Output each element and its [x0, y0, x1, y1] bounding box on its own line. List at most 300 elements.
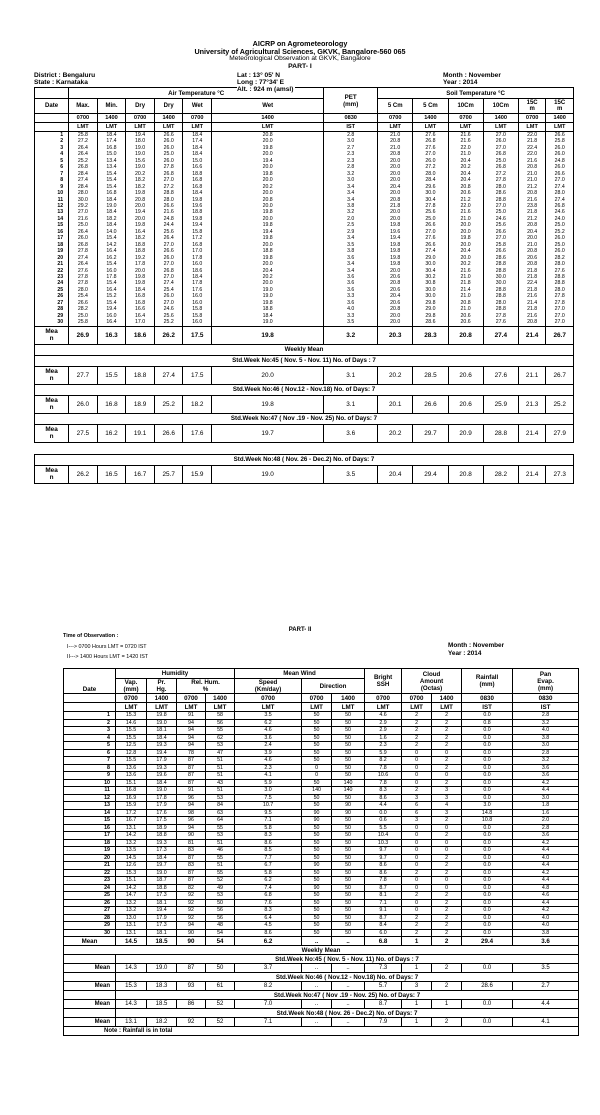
value-cell: 50	[332, 824, 365, 832]
weekly-value: 1	[402, 964, 432, 973]
table-row	[64, 742, 579, 750]
value-cell: 19.8	[126, 190, 155, 196]
value-cell: 20.0	[448, 242, 483, 248]
value-cell: 2	[402, 869, 432, 877]
table-row	[64, 764, 579, 772]
value-cell: 43	[206, 779, 235, 787]
value-cell: 54	[206, 929, 235, 937]
value-cell: 50	[302, 794, 332, 802]
month-label: Month : November	[443, 72, 501, 79]
value-cell: 27.0	[413, 229, 448, 235]
value-cell: 9.7	[365, 854, 402, 862]
value-cell: 2.8	[513, 824, 579, 832]
value-cell: 7.5	[235, 794, 302, 802]
date-cell: 5	[35, 158, 69, 164]
weekly-value: 3.5	[513, 964, 579, 973]
value-cell: 92	[177, 899, 206, 907]
value-cell: 0.0	[462, 742, 513, 750]
value-cell: 2	[402, 734, 432, 742]
mean-value: 18.5	[147, 937, 177, 946]
date-cell: 20	[35, 255, 69, 261]
weekly-value: 27.9	[546, 424, 574, 442]
week-label: Std.Week No:45 ( Nov. 5 - Nov. 11) No. of Days : 7	[35, 355, 574, 366]
weekly-value: 7.1	[235, 1018, 302, 1027]
value-cell: 14.5	[116, 854, 147, 862]
value-cell: 24.0	[546, 216, 574, 222]
time-header: 0700	[126, 114, 155, 123]
weekly-value: 19.0	[212, 465, 324, 483]
table-row	[64, 899, 579, 907]
date-cell: 2	[64, 719, 116, 727]
table-row	[64, 929, 579, 937]
value-cell: 22.0	[518, 151, 545, 157]
date-cell: 21	[35, 261, 69, 267]
value-cell: 6.2	[235, 877, 302, 885]
value-cell: 25.0	[413, 216, 448, 222]
value-cell: 0.0	[462, 794, 513, 802]
value-cell: 94	[177, 922, 206, 930]
value-cell: 14.2	[116, 884, 147, 892]
weekly-value: 52	[206, 1018, 235, 1027]
value-cell: 13.2	[116, 899, 147, 907]
value-cell: 14.2	[116, 832, 147, 840]
value-cell: 25.6	[413, 209, 448, 215]
date-cell: 28	[64, 914, 116, 922]
value-cell: 16.8	[97, 145, 126, 151]
value-cell: 18.8	[126, 242, 155, 248]
zone-header: LMT	[378, 123, 413, 132]
mean-label: Mea n	[35, 326, 69, 344]
observation-time-title: Time of Observation :	[63, 633, 119, 639]
value-cell: 94	[177, 719, 206, 727]
value-cell: 20.0	[212, 216, 324, 222]
value-cell: 21.0	[378, 132, 413, 139]
value-cell: 13.2	[116, 907, 147, 915]
value-cell: 18.4	[147, 854, 177, 862]
value-cell: 50	[302, 839, 332, 847]
weekly-mean-row	[35, 465, 574, 483]
mean-value: 26.2	[154, 326, 183, 344]
value-cell: 21.4	[448, 287, 483, 293]
value-cell: 50	[302, 929, 332, 937]
value-cell: 0	[402, 832, 432, 840]
value-cell: 27.4	[546, 184, 574, 190]
weekly-value: 28.2	[483, 465, 518, 483]
table-row	[64, 779, 579, 787]
value-cell: 19.4	[378, 235, 413, 241]
value-cell: 2.8	[324, 164, 378, 170]
value-cell: 9.7	[365, 847, 402, 855]
value-cell: 3.5	[235, 712, 302, 720]
weekly-value: 15.3	[116, 982, 147, 991]
zone-header: LMT	[448, 123, 483, 132]
value-cell: 26.6	[483, 229, 518, 235]
value-cell: 17.9	[147, 802, 177, 810]
value-cell: 90	[332, 809, 365, 817]
value-cell: 53	[206, 794, 235, 802]
value-cell: 19.8	[378, 242, 413, 248]
value-cell: 20.8	[378, 138, 413, 144]
value-cell: 19.3	[147, 742, 177, 750]
value-cell: 15.3	[116, 869, 147, 877]
weekly-value: 18.8	[126, 366, 155, 384]
value-cell: 27.8	[69, 274, 98, 280]
zone-header: LMT	[302, 703, 332, 712]
value-cell: 8.6	[365, 862, 402, 870]
value-cell: 26.8	[154, 171, 183, 177]
value-cell: 82	[177, 884, 206, 892]
value-cell: 18.4	[183, 132, 212, 139]
weekly-mean-row	[35, 424, 574, 442]
time-header: 0700	[235, 694, 302, 703]
value-cell: 20.0	[448, 229, 483, 235]
max-header: Max.	[69, 99, 98, 114]
time-header: 1400	[206, 694, 235, 703]
value-cell: 29.0	[413, 255, 448, 261]
value-cell: 26.8	[69, 164, 98, 170]
date-cell: 10	[35, 190, 69, 196]
value-cell: 21.6	[69, 216, 98, 222]
date-cell: 1	[64, 712, 116, 720]
value-cell: 3.3	[324, 313, 378, 319]
value-cell: 27.4	[413, 248, 448, 254]
value-cell: 27.4	[154, 280, 183, 286]
value-cell: 2	[432, 869, 462, 877]
speed-header: Speed (Km/day)	[235, 679, 302, 694]
value-cell: 19.8	[212, 145, 324, 151]
weekly-value: 3.6	[324, 424, 378, 442]
value-cell: 20.0	[212, 177, 324, 183]
value-cell: 18.2	[126, 184, 155, 190]
value-cell: 26.0	[154, 255, 183, 261]
weekly-value: 28.5	[413, 366, 448, 384]
value-cell: 50	[332, 727, 365, 735]
value-cell: 19.4	[183, 222, 212, 228]
weekly-value: 93	[177, 982, 206, 991]
mean-value: 1	[402, 937, 432, 946]
value-cell: 28.2	[69, 306, 98, 312]
value-cell: 1.8	[513, 802, 579, 810]
value-cell: 20.4	[378, 184, 413, 190]
value-cell: 28.8	[483, 261, 518, 267]
value-cell: 2	[432, 854, 462, 862]
value-cell: 16.0	[97, 313, 126, 319]
value-cell: 22.4	[518, 145, 545, 151]
value-cell: 19.0	[126, 151, 155, 157]
value-cell: 3.4	[324, 184, 378, 190]
value-cell: 6.7	[235, 862, 302, 870]
value-cell: 19.4	[147, 749, 177, 757]
value-cell: 26.0	[154, 138, 183, 144]
table-row	[64, 824, 579, 832]
time-header: 0700	[378, 114, 413, 123]
date-cell: 5	[64, 742, 116, 750]
weekly-value: ..	[332, 1018, 365, 1027]
date-cell: 4	[64, 734, 116, 742]
weekly-mean-row	[64, 982, 579, 991]
value-cell: 0	[402, 847, 432, 855]
value-cell: 14.6	[116, 719, 147, 727]
table-row	[64, 832, 579, 840]
value-cell: 0	[432, 824, 462, 832]
value-cell: 0	[302, 772, 332, 780]
value-cell: 0.0	[462, 854, 513, 862]
value-cell: 2	[402, 929, 432, 937]
value-cell: 27.0	[154, 177, 183, 183]
mean-value: ..	[332, 937, 365, 946]
value-cell: 8.2	[365, 757, 402, 765]
value-cell: 26.4	[69, 151, 98, 157]
value-cell: 3.0	[513, 742, 579, 750]
value-cell: 3.4	[324, 190, 378, 196]
value-cell: 28.0	[546, 287, 574, 293]
value-cell: 18.8	[183, 171, 212, 177]
value-cell: 47	[206, 749, 235, 757]
value-cell: 20.4	[448, 171, 483, 177]
weekly-value: 7.3	[365, 964, 402, 973]
table-row	[64, 794, 579, 802]
value-cell: 28.8	[483, 306, 518, 312]
air-temperature-group: Air Temperature °C	[69, 88, 324, 99]
value-cell: 28.8	[483, 293, 518, 299]
value-cell: 26.6	[154, 248, 183, 254]
zone-header: IST	[513, 703, 579, 712]
mean-wind-group: Mean Wind	[235, 669, 365, 679]
date-cell: 27	[64, 907, 116, 915]
value-cell: 3.6	[513, 832, 579, 840]
value-cell: 19.4	[212, 229, 324, 235]
zone-header: LMT	[413, 123, 448, 132]
weekly-value: ..	[302, 964, 332, 973]
table-row	[64, 787, 579, 795]
weekly-value: 50	[206, 964, 235, 973]
time-header: 1400	[413, 114, 448, 123]
value-cell: 17.6	[183, 287, 212, 293]
value-cell: 0.0	[365, 809, 402, 817]
weekly-value: 3.7	[235, 964, 302, 973]
value-cell: 50	[332, 929, 365, 937]
table-row	[64, 712, 579, 720]
date-cell: 12	[64, 794, 116, 802]
value-cell: 21.8	[518, 274, 545, 280]
value-cell: 16.6	[126, 306, 155, 312]
value-cell: 16.0	[97, 268, 126, 274]
value-cell: 15.0	[183, 158, 212, 164]
value-cell: 94	[177, 734, 206, 742]
value-cell: 0.0	[462, 749, 513, 757]
value-cell: 0	[432, 772, 462, 780]
week-label: Std.Week No:47 ( Nov .19 - Nov. 25) No. of Days: 7	[35, 413, 574, 424]
value-cell: 20.8	[518, 164, 545, 170]
value-cell: 50	[302, 892, 332, 900]
zone-header: LMT	[402, 703, 432, 712]
value-cell: 26.0	[154, 158, 183, 164]
value-cell: 50	[332, 839, 365, 847]
weekly-value: ..	[302, 1018, 332, 1027]
mean-row	[35, 326, 574, 344]
value-cell: 20.4	[212, 268, 324, 274]
value-cell: 13.5	[116, 847, 147, 855]
time-header: 0700	[183, 114, 212, 123]
weekly-value: 3.1	[324, 395, 378, 413]
value-cell: 22.0	[518, 132, 545, 139]
value-cell: 17.6	[147, 809, 177, 817]
value-cell: 26.6	[154, 132, 183, 139]
value-cell: 18.1	[147, 727, 177, 735]
mean-label: Mean	[64, 937, 116, 946]
value-cell: 94	[177, 824, 206, 832]
part2-table	[63, 668, 579, 1036]
weekly-value: 20.2	[378, 366, 413, 384]
weekly-value: 1	[432, 1000, 462, 1009]
weekly-value: 0.0	[462, 964, 513, 973]
value-cell: 20.8	[212, 132, 324, 139]
value-cell: 19.8	[183, 216, 212, 222]
value-cell: 17.3	[147, 922, 177, 930]
value-cell: 20.0	[378, 319, 413, 326]
value-cell: 18.4	[126, 287, 155, 293]
value-cell: 0.0	[462, 734, 513, 742]
value-cell: 21.6	[154, 209, 183, 215]
value-cell: 6.2	[235, 719, 302, 727]
value-cell: 50	[332, 764, 365, 772]
value-cell: 30.8	[413, 280, 448, 286]
value-cell: 26.8	[483, 151, 518, 157]
weekly-value: 19.7	[212, 424, 324, 442]
value-cell: 27.6	[546, 268, 574, 274]
value-cell: 25.6	[154, 313, 183, 319]
value-cell: 23.8	[518, 203, 545, 209]
latitude-label: Lat : 13° 05' N	[237, 72, 281, 79]
value-cell: 2	[402, 892, 432, 900]
value-cell: 20.8	[378, 280, 413, 286]
value-cell: 4.4	[513, 862, 579, 870]
value-cell: 6.0	[365, 929, 402, 937]
value-cell: 3.0	[462, 802, 513, 810]
date-cell: 26	[35, 293, 69, 299]
dry-header: Dry	[126, 99, 155, 114]
weekly-value: 7.0	[235, 1000, 302, 1009]
value-cell: 56	[206, 719, 235, 727]
soil-temperature-group: Soil Temperature °C	[378, 88, 574, 99]
date-cell: 11	[35, 197, 69, 203]
date-cell: 2	[35, 138, 69, 144]
mean-value: 26.9	[69, 326, 98, 344]
date-cell: 3	[35, 145, 69, 151]
value-cell: 17.5	[147, 817, 177, 825]
value-cell: 14.7	[116, 892, 147, 900]
longitude-label: Long : 77°34' E	[237, 79, 285, 86]
value-cell: 18.8	[147, 884, 177, 892]
date-cell: 9	[64, 772, 116, 780]
value-cell: 15.4	[97, 171, 126, 177]
date-cell: 8	[64, 764, 116, 772]
weekly-value: 29.7	[413, 424, 448, 442]
value-cell: 20.0	[378, 209, 413, 215]
value-cell: 14.0	[97, 229, 126, 235]
value-cell: 2	[432, 892, 462, 900]
weekly-value: 21.3	[518, 395, 545, 413]
time-header: 1400	[332, 694, 365, 703]
value-cell: 15.5	[116, 734, 147, 742]
value-cell: 19.6	[378, 229, 413, 235]
value-cell: 27.0	[154, 242, 183, 248]
mean-value: 6.8	[365, 937, 402, 946]
value-cell: 30.4	[413, 268, 448, 274]
value-cell: 4.4	[513, 899, 579, 907]
weekly-value: 20.6	[448, 366, 483, 384]
mean-label: Mean	[64, 1000, 116, 1009]
value-cell: 0.0	[462, 884, 513, 892]
week-label: Std.Week No:47 ( Nov .19 - Nov. 25) No. of Days: 7	[116, 991, 579, 1000]
date-cell: 26	[64, 899, 116, 907]
zone-header: LMT	[483, 123, 518, 132]
value-cell: 25.6	[154, 229, 183, 235]
value-cell: 3.8	[513, 734, 579, 742]
value-cell: 0.0	[462, 787, 513, 795]
mean-value: 54	[206, 937, 235, 946]
value-cell: 20.2	[448, 261, 483, 267]
value-cell: 3.5	[324, 242, 378, 248]
value-cell: 18.4	[183, 151, 212, 157]
value-cell: 4.2	[513, 839, 579, 847]
value-cell: 25.0	[483, 209, 518, 215]
value-cell: 83	[177, 862, 206, 870]
value-cell: 21.6	[448, 268, 483, 274]
value-cell: 26.4	[154, 235, 183, 241]
table-row	[64, 884, 579, 892]
weekly-value: 86	[177, 1000, 206, 1009]
value-cell: 26.6	[413, 242, 448, 248]
zone-header: LMT	[332, 703, 365, 712]
rainfall-note: Note : Rainfall is in total	[64, 1027, 579, 1036]
value-cell: 0.0	[462, 862, 513, 870]
value-cell: 20.0	[212, 151, 324, 157]
value-cell: 2	[432, 757, 462, 765]
value-cell: 19.8	[212, 209, 324, 215]
week-label: Std.Week No:48 ( Nov. 26 - Dec.2) No. of Days: 7	[35, 454, 574, 465]
value-cell: 27.0	[546, 306, 574, 312]
value-cell: 2.7	[324, 145, 378, 151]
value-cell: 27.8	[483, 313, 518, 319]
value-cell: 20.4	[448, 177, 483, 183]
value-cell: 4.4	[513, 847, 579, 855]
value-cell: 9.5	[235, 809, 302, 817]
value-cell: 50	[332, 907, 365, 915]
value-cell: 4.0	[513, 854, 579, 862]
value-cell: 8.3	[235, 832, 302, 840]
value-cell: 28.4	[69, 184, 98, 190]
value-cell: 18.1	[147, 899, 177, 907]
value-cell: 18.7	[147, 877, 177, 885]
value-cell: 28.0	[69, 190, 98, 196]
zone-header: LMT	[126, 123, 155, 132]
value-cell: 26.6	[413, 222, 448, 228]
value-cell: 50	[332, 847, 365, 855]
value-cell: 90	[302, 884, 332, 892]
part2-year-label: Year : 2014	[448, 650, 482, 657]
value-cell: 90	[302, 817, 332, 825]
value-cell: 8.1	[365, 892, 402, 900]
value-cell: 26.8	[413, 138, 448, 144]
value-cell: 30.0	[69, 197, 98, 203]
value-cell: 2	[402, 712, 432, 720]
value-cell: 51	[206, 787, 235, 795]
value-cell: 27.0	[483, 132, 518, 139]
date-cell: 17	[35, 235, 69, 241]
soil-5cm-header: 5 Cm	[378, 99, 413, 114]
value-cell: 18.9	[147, 824, 177, 832]
